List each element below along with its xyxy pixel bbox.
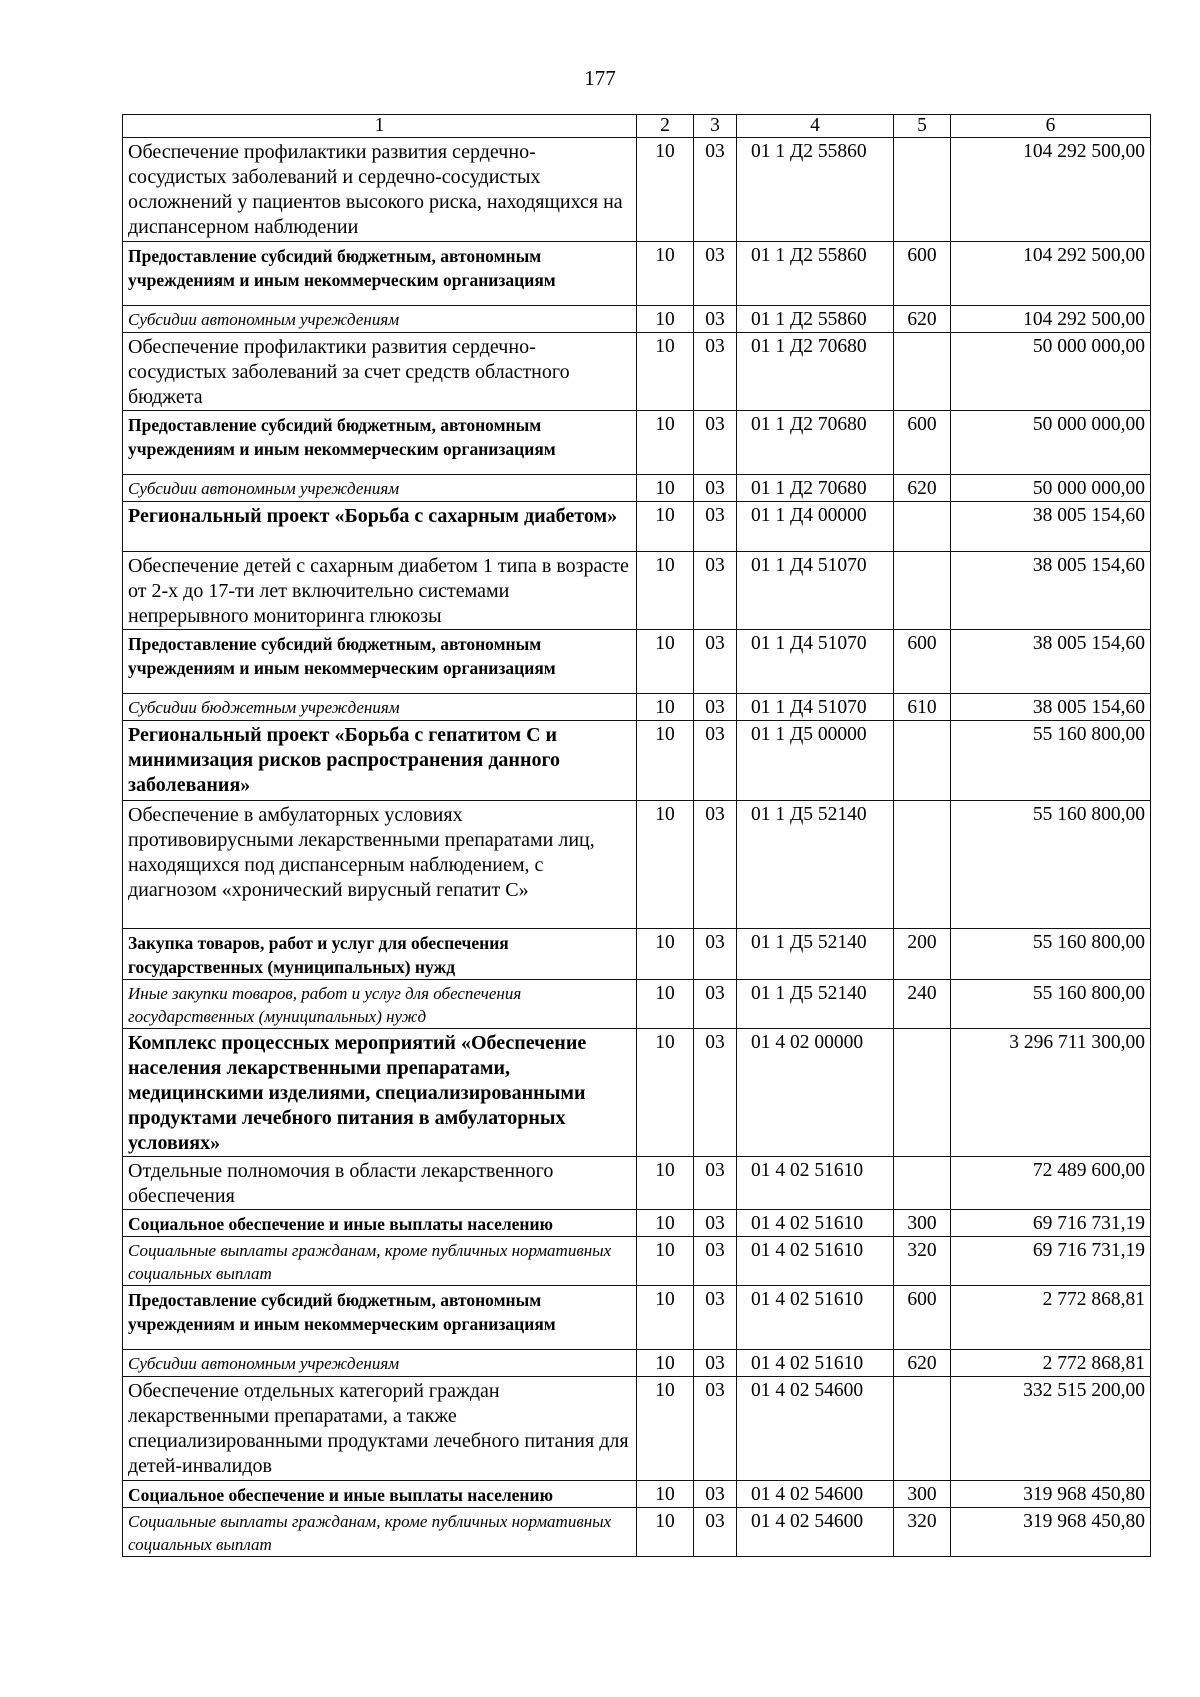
- section-code-cell: 10: [637, 242, 694, 306]
- target-article-cell: 01 1 Д2 55860: [737, 242, 894, 306]
- amount-cell: 69 716 731,19: [951, 1237, 1151, 1286]
- section-code-cell: 10: [637, 552, 694, 630]
- table-row: [123, 475, 1151, 502]
- amount-cell: 50 000 000,00: [951, 475, 1151, 502]
- row-name-cell: Социальные выплаты гражданам, кроме публичных нормативных социальных выплат: [123, 1237, 637, 1286]
- subsection-code-cell: 03: [694, 475, 737, 502]
- subsection-code-cell: 03: [694, 242, 737, 306]
- section-code-cell: 10: [637, 138, 694, 242]
- table-row: [123, 502, 1151, 552]
- table-row: [123, 333, 1151, 411]
- amount-cell: 2 772 868,81: [951, 1350, 1151, 1377]
- table-row: [123, 138, 1151, 242]
- amount-cell: 72 489 600,00: [951, 1157, 1151, 1210]
- section-code-cell: 10: [637, 801, 694, 929]
- subsection-code-cell: 03: [694, 333, 737, 411]
- target-article-cell: 01 1 Д2 55860: [737, 306, 894, 333]
- subsection-code-cell: 03: [694, 1029, 737, 1157]
- expense-type-cell: 600: [894, 411, 951, 475]
- amount-cell: 69 716 731,19: [951, 1210, 1151, 1237]
- subsection-code-cell: 03: [694, 1508, 737, 1557]
- row-name-cell: Комплекс процессных мероприятий «Обеспечение населения лекарственными препаратами, медицинскими изделиями, специализированными продуктами лечебного питания в амбулаторных условиях»: [123, 1029, 637, 1157]
- expense-type-cell: [894, 1157, 951, 1210]
- expense-type-cell: 320: [894, 1237, 951, 1286]
- expense-type-cell: 300: [894, 1210, 951, 1237]
- subsection-code-cell: 03: [694, 630, 737, 694]
- target-article-cell: 01 4 02 51610: [737, 1286, 894, 1350]
- subsection-code-cell: 03: [694, 1350, 737, 1377]
- subsection-code-cell: 03: [694, 1377, 737, 1481]
- row-name-cell: Обеспечение в амбулаторных условиях противовирусными лекарственными препаратами лиц, находящихся под диспансерным наблюдением, с диагнозом «хронический вирусный гепатит С»: [123, 801, 637, 929]
- target-article-cell: 01 1 Д5 52140: [737, 980, 894, 1029]
- row-name-cell: Обеспечение отдельных категорий граждан лекарственными препаратами, а также специализированными продуктами лечебного питания для детей-инвалидов: [123, 1377, 637, 1481]
- section-code-cell: 10: [637, 1029, 694, 1157]
- target-article-cell: 01 4 02 51610: [737, 1157, 894, 1210]
- row-name-cell: Обеспечение детей с сахарным диабетом 1 типа в возрасте от 2-х до 17-ти лет включительно системами непрерывного мониторинга глюкозы: [123, 552, 637, 630]
- subsection-code-cell: 03: [694, 1481, 737, 1508]
- amount-cell: 50 000 000,00: [951, 333, 1151, 411]
- target-article-cell: 01 1 Д5 00000: [737, 721, 894, 801]
- amount-cell: 3 296 711 300,00: [951, 1029, 1151, 1157]
- target-article-cell: 01 4 02 51610: [737, 1237, 894, 1286]
- table-row: [123, 1210, 1151, 1237]
- amount-cell: 38 005 154,60: [951, 502, 1151, 552]
- column-header: 2: [637, 115, 694, 138]
- target-article-cell: 01 4 02 00000: [737, 1029, 894, 1157]
- target-article-cell: 01 1 Д2 70680: [737, 333, 894, 411]
- expense-type-cell: 240: [894, 980, 951, 1029]
- section-code-cell: 10: [637, 630, 694, 694]
- table-row: [123, 1481, 1151, 1508]
- section-code-cell: 10: [637, 1286, 694, 1350]
- section-code-cell: 10: [637, 306, 694, 333]
- amount-cell: 38 005 154,60: [951, 630, 1151, 694]
- expense-type-cell: 320: [894, 1508, 951, 1557]
- subsection-code-cell: 03: [694, 694, 737, 721]
- amount-cell: 319 968 450,80: [951, 1481, 1151, 1508]
- row-name-cell: Субсидии автономным учреждениям: [123, 475, 637, 502]
- table-row: [123, 1508, 1151, 1557]
- amount-cell: 104 292 500,00: [951, 306, 1151, 333]
- row-name-cell: Субсидии автономным учреждениям: [123, 306, 637, 333]
- amount-cell: 2 772 868,81: [951, 1286, 1151, 1350]
- subsection-code-cell: 03: [694, 1210, 737, 1237]
- target-article-cell: 01 1 Д2 55860: [737, 138, 894, 242]
- target-article-cell: 01 1 Д2 70680: [737, 411, 894, 475]
- row-name-cell: Отдельные полномочия в области лекарственного обеспечения: [123, 1157, 637, 1210]
- row-name-cell: Закупка товаров, работ и услуг для обеспечения государственных (муниципальных) нужд: [123, 929, 637, 980]
- row-name-cell: Предоставление субсидий бюджетным, автономным учреждениям и иным некоммерческим организациям: [123, 630, 637, 694]
- section-code-cell: 10: [637, 694, 694, 721]
- row-name-cell: Предоставление субсидий бюджетным, автономным учреждениям и иным некоммерческим организациям: [123, 411, 637, 475]
- row-name-cell: Социальные выплаты гражданам, кроме публичных нормативных социальных выплат: [123, 1508, 637, 1557]
- row-name-cell: Обеспечение профилактики развития сердечно-сосудистых заболеваний и сердечно-сосудистых осложнений у пациентов высокого риска, находящихся на диспансерном наблюдении: [123, 138, 637, 242]
- expense-type-cell: [894, 333, 951, 411]
- row-name-cell: Социальное обеспечение и иные выплаты населению: [123, 1210, 637, 1237]
- expense-type-cell: 620: [894, 475, 951, 502]
- subsection-code-cell: 03: [694, 552, 737, 630]
- budget-table-body: [123, 115, 1151, 1557]
- row-name-cell: Иные закупки товаров, работ и услуг для обеспечения государственных (муниципальных) нужд: [123, 980, 637, 1029]
- section-code-cell: 10: [637, 1350, 694, 1377]
- expense-type-cell: [894, 721, 951, 801]
- subsection-code-cell: 03: [694, 1286, 737, 1350]
- target-article-cell: 01 1 Д4 51070: [737, 552, 894, 630]
- page-number: 177: [584, 66, 616, 90]
- amount-cell: 55 160 800,00: [951, 801, 1151, 929]
- expense-type-cell: [894, 502, 951, 552]
- target-article-cell: 01 1 Д5 52140: [737, 929, 894, 980]
- amount-cell: 319 968 450,80: [951, 1508, 1151, 1557]
- table-row: [123, 1377, 1151, 1481]
- target-article-cell: 01 1 Д4 51070: [737, 630, 894, 694]
- table-row: [123, 721, 1151, 801]
- table-row: [123, 630, 1151, 694]
- section-code-cell: 10: [637, 333, 694, 411]
- subsection-code-cell: 03: [694, 411, 737, 475]
- table-row: [123, 980, 1151, 1029]
- target-article-cell: 01 4 02 54600: [737, 1377, 894, 1481]
- row-name-cell: Региональный проект «Борьба с сахарным диабетом»: [123, 502, 637, 552]
- section-code-cell: 10: [637, 1508, 694, 1557]
- subsection-code-cell: 03: [694, 138, 737, 242]
- table-row: [123, 1157, 1151, 1210]
- row-name-cell: Предоставление субсидий бюджетным, автономным учреждениям и иным некоммерческим организациям: [123, 1286, 637, 1350]
- expense-type-cell: 200: [894, 929, 951, 980]
- table-row: [123, 242, 1151, 306]
- column-header: 5: [894, 115, 951, 138]
- target-article-cell: 01 1 Д5 52140: [737, 801, 894, 929]
- target-article-cell: 01 4 02 54600: [737, 1508, 894, 1557]
- target-article-cell: 01 4 02 51610: [737, 1350, 894, 1377]
- expense-type-cell: 600: [894, 1286, 951, 1350]
- expense-type-cell: [894, 138, 951, 242]
- section-code-cell: 10: [637, 721, 694, 801]
- expense-type-cell: 620: [894, 306, 951, 333]
- row-name-cell: Субсидии автономным учреждениям: [123, 1350, 637, 1377]
- amount-cell: 38 005 154,60: [951, 694, 1151, 721]
- expense-type-cell: 610: [894, 694, 951, 721]
- column-header: 4: [737, 115, 894, 138]
- expense-type-cell: 600: [894, 242, 951, 306]
- amount-cell: 104 292 500,00: [951, 138, 1151, 242]
- subsection-code-cell: 03: [694, 502, 737, 552]
- section-code-cell: 10: [637, 1237, 694, 1286]
- target-article-cell: 01 1 Д4 51070: [737, 694, 894, 721]
- row-name-cell: Субсидии бюджетным учреждениям: [123, 694, 637, 721]
- amount-cell: 38 005 154,60: [951, 552, 1151, 630]
- header-row: [123, 115, 1151, 138]
- expense-type-cell: [894, 1377, 951, 1481]
- section-code-cell: 10: [637, 929, 694, 980]
- row-name-cell: Региональный проект «Борьба с гепатитом С и минимизация рисков распространения данного заболевания»: [123, 721, 637, 801]
- column-header: 3: [694, 115, 737, 138]
- expense-type-cell: 620: [894, 1350, 951, 1377]
- budget-table: [122, 114, 1151, 1557]
- table-row: [123, 306, 1151, 333]
- subsection-code-cell: 03: [694, 801, 737, 929]
- table-row: [123, 1029, 1151, 1157]
- subsection-code-cell: 03: [694, 1237, 737, 1286]
- amount-cell: 332 515 200,00: [951, 1377, 1151, 1481]
- section-code-cell: 10: [637, 475, 694, 502]
- section-code-cell: 10: [637, 502, 694, 552]
- table-row: [123, 1237, 1151, 1286]
- section-code-cell: 10: [637, 1157, 694, 1210]
- section-code-cell: 10: [637, 411, 694, 475]
- table-row: [123, 801, 1151, 929]
- expense-type-cell: [894, 801, 951, 929]
- table-row: [123, 694, 1151, 721]
- expense-type-cell: 300: [894, 1481, 951, 1508]
- row-name-cell: Социальное обеспечение и иные выплаты населению: [123, 1481, 637, 1508]
- expense-type-cell: [894, 1029, 951, 1157]
- expense-type-cell: [894, 552, 951, 630]
- amount-cell: 55 160 800,00: [951, 929, 1151, 980]
- amount-cell: 104 292 500,00: [951, 242, 1151, 306]
- subsection-code-cell: 03: [694, 721, 737, 801]
- subsection-code-cell: 03: [694, 1157, 737, 1210]
- expense-type-cell: 600: [894, 630, 951, 694]
- table-row: [123, 552, 1151, 630]
- section-code-cell: 10: [637, 1377, 694, 1481]
- section-code-cell: 10: [637, 1481, 694, 1508]
- amount-cell: 50 000 000,00: [951, 411, 1151, 475]
- target-article-cell: 01 4 02 54600: [737, 1481, 894, 1508]
- subsection-code-cell: 03: [694, 980, 737, 1029]
- row-name-cell: Предоставление субсидий бюджетным, автономным учреждениям и иным некоммерческим организациям: [123, 242, 637, 306]
- amount-cell: 55 160 800,00: [951, 721, 1151, 801]
- table-row: [123, 1350, 1151, 1377]
- target-article-cell: 01 1 Д2 70680: [737, 475, 894, 502]
- table-row: [123, 411, 1151, 475]
- target-article-cell: 01 1 Д4 00000: [737, 502, 894, 552]
- section-code-cell: 10: [637, 1210, 694, 1237]
- subsection-code-cell: 03: [694, 306, 737, 333]
- table-row: [123, 1286, 1151, 1350]
- section-code-cell: 10: [637, 980, 694, 1029]
- table-row: [123, 929, 1151, 980]
- row-name-cell: Обеспечение профилактики развития сердечно-сосудистых заболеваний за счет средств областного бюджета: [123, 333, 637, 411]
- column-header: 1: [123, 115, 637, 138]
- target-article-cell: 01 4 02 51610: [737, 1210, 894, 1237]
- subsection-code-cell: 03: [694, 929, 737, 980]
- amount-cell: 55 160 800,00: [951, 980, 1151, 1029]
- column-header: 6: [951, 115, 1151, 138]
